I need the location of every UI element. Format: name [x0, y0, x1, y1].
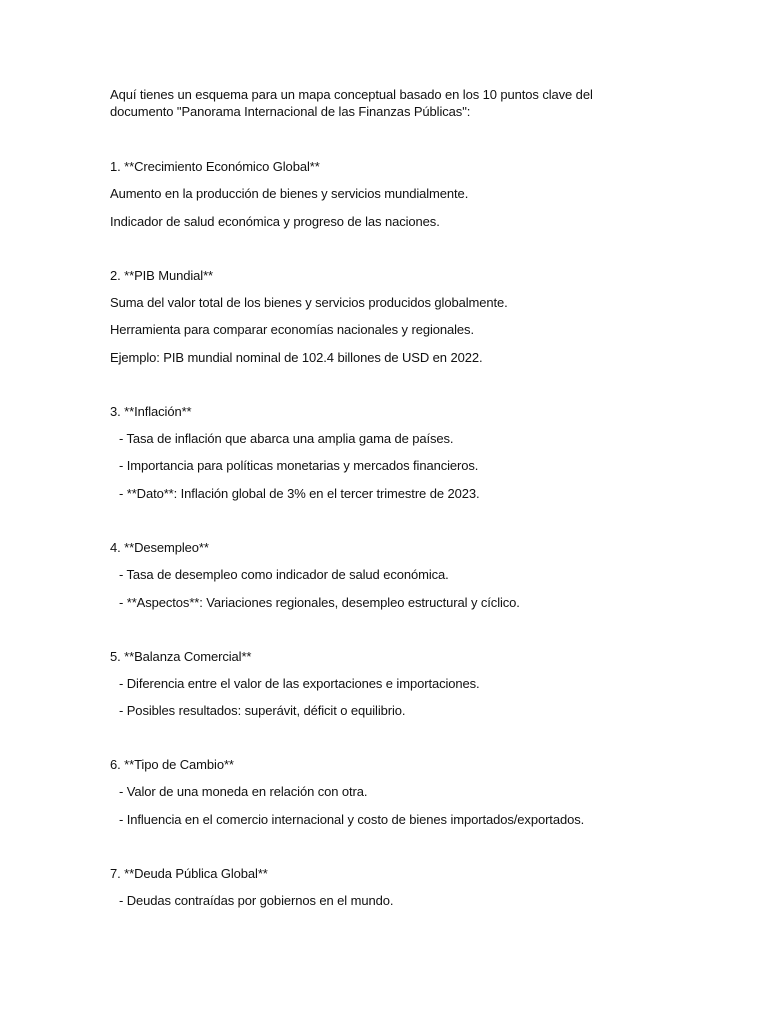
section-pib [110, 267, 670, 366]
section-title: 5. **Balanza Comercial** [110, 648, 252, 664]
intro-line: documento "Panorama Internacional de las Finanzas Públicas": [110, 104, 471, 119]
bullet-line: - Tasa de desempleo como indicador de salud económica. [119, 566, 449, 582]
section-line: Suma del valor total de los bienes y servicios producidos globalmente. [110, 294, 508, 310]
bullet-line: - Importancia para políticas monetarias y mercados financieros. [119, 458, 479, 474]
section-line: Indicador de salud económica y progreso de las naciones. [110, 213, 440, 229]
section-balanza-comercial [110, 648, 670, 720]
section-crecimiento [110, 158, 670, 230]
section-title: 3. **Inflación** [110, 403, 192, 419]
section-inflacion [110, 403, 670, 502]
section-title: 4. **Desempleo** [110, 539, 209, 555]
section-line: Aumento en la producción de bienes y servicios mundialmente. [110, 186, 469, 201]
bullet-line: - **Dato**: Inflación global de 3% en el tercer trimestre de 2023. [119, 485, 480, 501]
section-title: 2. **PIB Mundial** [110, 267, 213, 283]
section-desempleo [110, 539, 670, 611]
section-title: 1. **Crecimiento Económico Global** [110, 159, 320, 174]
bullet-line: - Tasa de inflación que abarca una amplia gama de países. [119, 430, 454, 446]
section-line: Ejemplo: PIB mundial nominal de 102.4 billones de USD en 2022. [110, 349, 483, 365]
bullet-line: - **Aspectos**: Variaciones regionales, desempleo estructural y cíclico. [119, 594, 520, 610]
bullet-line: - Posibles resultados: superávit, déficit o equilibrio. [119, 703, 406, 719]
section-title: 6. **Tipo de Cambio** [110, 757, 234, 773]
section-line: Herramienta para comparar economías nacionales y regionales. [110, 322, 474, 338]
section-deuda-publica [110, 865, 670, 909]
bullet-line: - Influencia en el comercio internacional y costo de bienes importados/exportados. [119, 811, 585, 827]
section-title: 7. **Deuda Pública Global** [110, 865, 268, 881]
bullet-line: - Valor de una moneda en relación con otra. [119, 784, 368, 800]
section-tipo-de-cambio [110, 756, 670, 828]
document-body [110, 86, 670, 946]
bullet-line: - Deudas contraídas por gobiernos en el mundo. [119, 892, 394, 908]
intro-paragraph [110, 86, 670, 120]
bullet-line: - Diferencia entre el valor de las exportaciones e importaciones. [119, 675, 480, 691]
intro-line: Aquí tienes un esquema para un mapa conceptual basado en los 10 puntos clave del [110, 87, 593, 102]
